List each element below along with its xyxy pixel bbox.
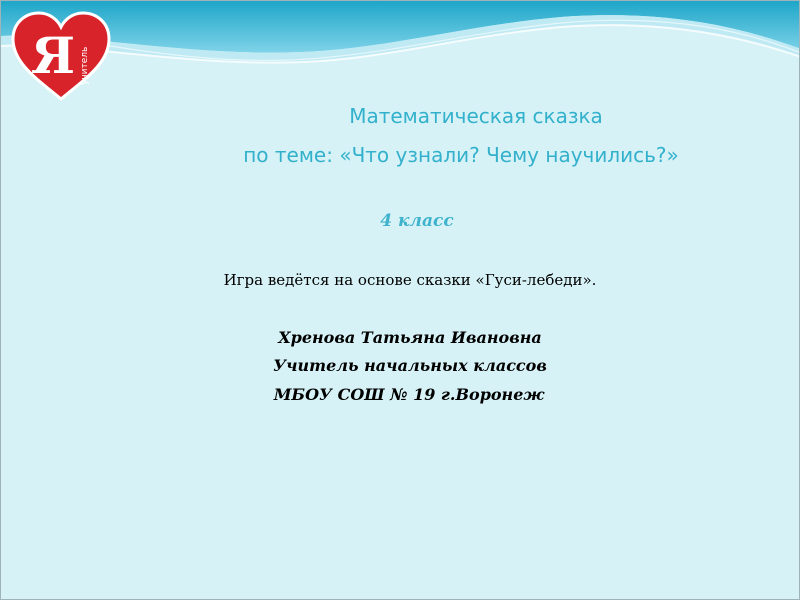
heart-logo-icon [7, 7, 115, 103]
wave-decoration-icon [1, 1, 800, 81]
description-text: Игра ведётся на основе сказки «Гуси-лебеди». [223, 271, 597, 289]
logo-letter: Я [30, 26, 76, 85]
title-line-1: Математическая сказка [349, 104, 603, 128]
title-line-2: по теме: «Что узнали? Чему научились?» [243, 143, 679, 167]
author-position: Учитель начальных классов [273, 356, 547, 375]
logo-text: учитель [80, 46, 90, 85]
author-name: Хренова Татьяна Ивановна [278, 328, 542, 347]
grade-label: 4 класс [380, 211, 454, 231]
author-school: МБОУ СОШ № 19 г.Воронеж [273, 385, 545, 404]
